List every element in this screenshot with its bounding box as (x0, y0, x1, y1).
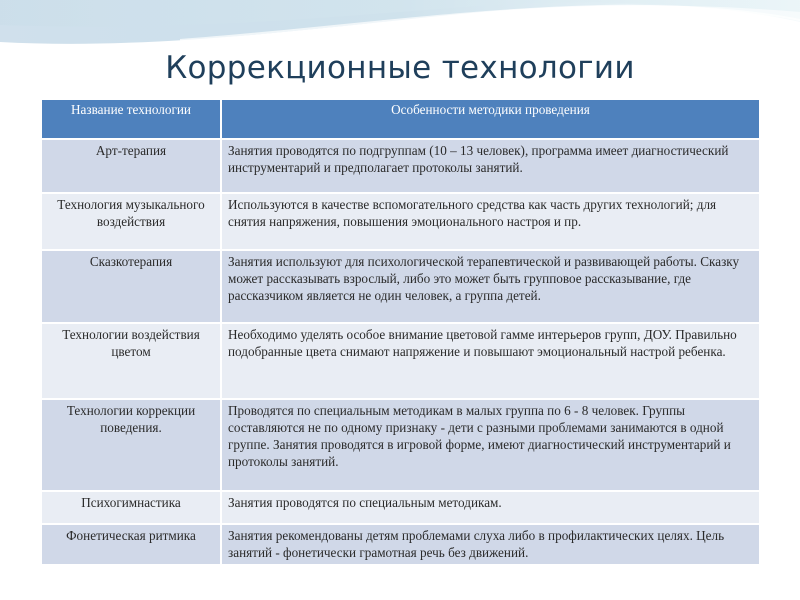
table-row (41, 139, 760, 193)
table-row (41, 491, 760, 524)
technology-name-cell: Технология музыкального воздействия (41, 193, 221, 250)
table-row (41, 399, 760, 491)
table-row (41, 193, 760, 250)
technology-desc-cell: Проводятся по специальным методикам в малых группа по 6 - 8 человек. Группы составляются не по одному признаку - дети с разными проблемами занимаются в одной группе. Занятия проводятся в игровой форме, имеют диагностический инструментарий и протоколы занятий. (221, 399, 760, 491)
technology-desc-cell: Занятия рекомендованы детям проблемами слуха либо в профилактических целях. Цель занятий - фонетически грамотная речь без движений. (221, 524, 760, 565)
table-row (41, 250, 760, 323)
technology-name-cell: Фонетическая ритмика (41, 524, 221, 565)
page-title: Коррекционные технологии (165, 50, 635, 86)
technology-desc-cell: Занятия проводятся по подгруппам (10 – 13 человек), программа имеет диагностический инструментарий и предполагает протоколы занятий. (221, 139, 760, 193)
table-row (41, 323, 760, 399)
technology-name-cell: Арт-терапия (41, 139, 221, 193)
table-row (41, 524, 760, 565)
technology-desc-cell: Занятия проводятся по специальным методикам. (221, 491, 760, 524)
technology-desc-cell: Занятия используют для психологической терапевтической и развивающей работы. Сказку может рассказывать взрослый, либо это может быть групповое рассказывание, где рассказчиком является не один человек, а группа детей. (221, 250, 760, 323)
table-header-row (41, 99, 760, 139)
header-method-features: Особенности методики проведения (221, 99, 760, 139)
technology-name-cell: Психогимнастика (41, 491, 221, 524)
header-technology-name: Название технологии (41, 99, 221, 139)
technologies-table (40, 98, 761, 566)
technology-name-cell: Технологии коррекции поведения. (41, 399, 221, 491)
technology-desc-cell: Необходимо уделять особое внимание цветовой гамме интерьеров групп, ДОУ. Правильно подобранные цвета снимают напряжение и повышают эмоциональный настрой ребенка. (221, 323, 760, 399)
technology-name-cell: Сказкотерапия (41, 250, 221, 323)
technology-name-cell: Технологии воздействия цветом (41, 323, 221, 399)
technology-desc-cell: Используются в качестве вспомогательного средства как часть других технологий; для снятия напряжения, повышения эмоционального настроя и пр. (221, 193, 760, 250)
